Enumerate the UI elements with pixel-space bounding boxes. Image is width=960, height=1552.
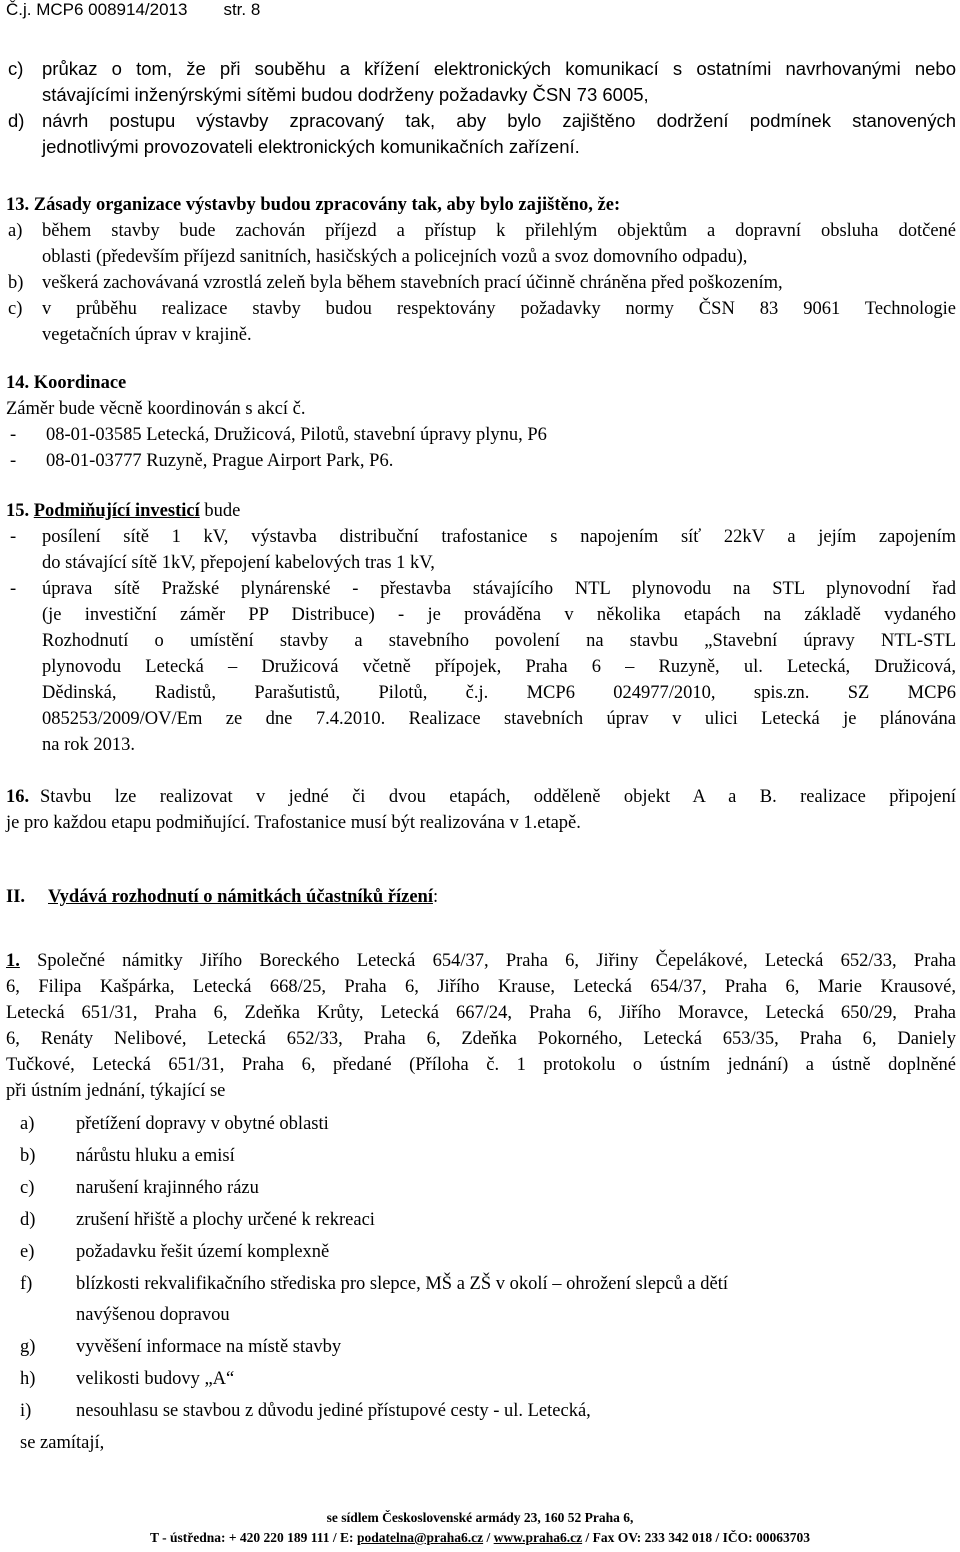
section-heading: 14. Koordinace — [6, 373, 127, 393]
text-line: stávajícími inženýrskými sítěmi budou dodrženy požadavky ČSN 73 6005, — [42, 84, 649, 105]
text-line: veškerá zachovávaná vzrostlá zeleň byla během stavebních prací účinně chráněna před poškozením, — [42, 273, 783, 293]
footer-separator: / — [483, 1530, 494, 1545]
list-item: narušení krajinného rázu — [76, 1178, 259, 1198]
item-letter: b) — [8, 273, 24, 293]
section-heading: Vydává rozhodnutí o námitkách účastníků řízení — [48, 887, 433, 907]
text-line: v průběhu realizace stavby budou respektovány požadavky normy ČSN 83 9061 Technologie — [42, 299, 956, 319]
item-letter: a) — [20, 1114, 35, 1134]
section-number: 15. — [6, 501, 30, 521]
list-item-continuation: navýšenou dopravou — [76, 1305, 230, 1325]
text-line: 6, Renáty Nelibové, Letecká 652/33, Praha 6, Zdeňka Pokorného, Letecká 653/35, Praha 6, Daniely — [6, 1029, 956, 1049]
footer-address: se sídlem Československé armády 23, 160 52 Praha 6, — [326, 1510, 634, 1525]
text-line: Stavbu lze realizovat v jedné či dvou etapách, odděleně objekt A a B. realizace připojení — [40, 787, 956, 807]
text-line: posílení sítě 1 kV, výstavba distribuční trafostanice s napojením síť 22kV a jejím zapojením — [42, 527, 956, 547]
item-letter: f) — [20, 1274, 33, 1294]
item-letter: d) — [20, 1210, 36, 1230]
footer-web-link[interactable]: www.praha6.cz — [493, 1530, 583, 1545]
text-line-body: Společné námitky Jiřího Boreckého Letecká 654/37, Praha 6, Jiřiny Čepelákové, Letecká 652/33, Praha — [37, 951, 956, 971]
text-line: Dědinská, Radistů, Parašutistů, Pilotů, č.j. MCP6 024977/2010, spis.zn. SZ MCP6 — [42, 683, 956, 703]
text-line: Letecká 651/31, Praha 6, Zdeňka Krůty, Letecká 667/24, Praha 6, Jiřího Moravce, Letecká 650/29, Praha — [6, 1003, 956, 1023]
list-item: nárůstu hluku a emisí — [76, 1146, 235, 1166]
footer-email-link[interactable]: podatelna@praha6.cz — [356, 1530, 484, 1545]
text-line: při ústním jednání, týkající se — [6, 1081, 226, 1101]
footer-contacts — [0, 1530, 960, 1546]
dash: - — [10, 579, 17, 599]
item-letter: e) — [20, 1242, 35, 1262]
text-line: návrh postupu výstavby zpracovaný tak, aby bylo zajištěno dodržení podmínek stanovených — [42, 110, 956, 131]
list-item: požadavku řešit území komplexně — [76, 1242, 330, 1262]
item-letter: g) — [20, 1337, 36, 1357]
item-letter: c) — [20, 1178, 35, 1198]
text-line: vegetačních úprav v krajině. — [42, 325, 252, 345]
text-line: během stavby bude zachován příjezd a přístup k přilehlým objektům a dopravní obsluha dotčené — [42, 221, 956, 241]
text-line: (je investiční záměr PP Distribuce) - je prováděna v několika etapách na základě vydaného — [42, 605, 956, 625]
text-line: je pro každou etapu podmiňující. Trafostanice musí být realizována v 1.etapě. — [6, 813, 581, 833]
list-item: vyvěšení informace na místě stavby — [76, 1337, 342, 1357]
section-heading-tail: bude — [204, 501, 241, 521]
list-item: 08-01-03777 Ruzyně, Prague Airport Park, P6. — [46, 451, 394, 471]
dash: - — [10, 451, 17, 471]
section-heading: Podmiňující investicí — [33, 501, 200, 521]
section-heading: 13. Zásady organizace výstavby budou zpracovány tak, aby bylo zajištěno, že: — [6, 195, 621, 215]
text-line: průkaz o tom, že při souběhu a křížení elektronických komunikací s ostatními navrhovanými nebo — [42, 58, 956, 79]
text-line: 6, Filipa Kašpárka, Letecká 668/25, Praha 6, Jiřího Krause, Letecká 654/37, Praha 6, Marie Krausové, — [6, 977, 956, 997]
text-line — [6, 948, 956, 974]
item-letter: a) — [8, 221, 23, 241]
text-line: plynovodu Letecká – Družicová včetně přípojek, Praha 6 – Ruzyně, ul. Letecká, Družicová, — [42, 657, 956, 677]
list-item: nesouhlasu se stavbou z důvodu jediné přístupové cesty - ul. Letecká, — [76, 1401, 591, 1421]
text-line: jednotlivými provozovateli elektronických komunikačních zařízení. — [42, 136, 580, 157]
item-letter: d) — [8, 110, 25, 131]
text-line: na rok 2013. — [42, 735, 135, 755]
list-item: 08-01-03585 Letecká, Družicová, Pilotů, stavební úpravy plynu, P6 — [46, 425, 547, 445]
text-line: Záměr bude věcně koordinován s akcí č. — [6, 399, 306, 419]
item-letter: b) — [20, 1146, 36, 1166]
reference-number: Č.j. MCP6 008914/2013 — [6, 0, 188, 19]
list-item: zrušení hřiště a plochy určené k rekreaci — [76, 1210, 375, 1230]
paragraph-number: 1. — [6, 951, 20, 971]
section-number: II. — [6, 887, 26, 907]
colon: : — [432, 887, 439, 907]
item-letter: c) — [8, 299, 23, 319]
text-line: Tučkové, Letecká 651/31, Praha 6, předané (Příloha č. 1 protokolu o ústním jednání) a ústně doplněné — [6, 1055, 956, 1075]
text-line: do stávající sítě 1kV, přepojení kabelových tras 1 kV, — [42, 553, 435, 573]
dash: - — [10, 527, 17, 547]
text-line: 085253/2009/OV/Em ze dne 7.4.2010. Realizace stavebních úprav v ulici Letecká je plánována — [42, 709, 956, 729]
text-line: oblasti (především příjezd sanitních, hasičských a policejních vozů a svoz domovního odpadu), — [42, 247, 748, 267]
list-item: přetížení dopravy v obytné oblasti — [76, 1114, 329, 1134]
section-number: 16. — [6, 787, 30, 807]
list-item: blízkosti rekvalifikačního střediska pro slepce, MŠ a ZŠ v okolí – ohrožení slepců a dětí — [76, 1274, 728, 1294]
text-line: Rozhodnutí o umístění stavby a stavebního povolení na stavbu „Stavební úpravy NTL-STL — [42, 631, 956, 651]
closing-text: se zamítají, — [20, 1433, 105, 1453]
item-letter: h) — [20, 1369, 36, 1389]
item-letter: i) — [20, 1401, 32, 1421]
list-item: velikosti budovy „A“ — [76, 1369, 235, 1389]
dash: - — [10, 425, 17, 445]
text-line: úprava sítě Pražské plynárenské - přestavba stávajícího NTL plynovodu na STL plynovodní řad — [42, 579, 956, 599]
footer-phone: T - ústředna: + 420 220 189 111 / E: — [149, 1530, 357, 1545]
page-number: str. 8 — [223, 0, 261, 19]
footer-fax: / Fax OV: 233 342 018 / IČO: 00063703 — [582, 1530, 811, 1545]
page-header — [6, 0, 260, 20]
item-letter: c) — [8, 58, 24, 79]
